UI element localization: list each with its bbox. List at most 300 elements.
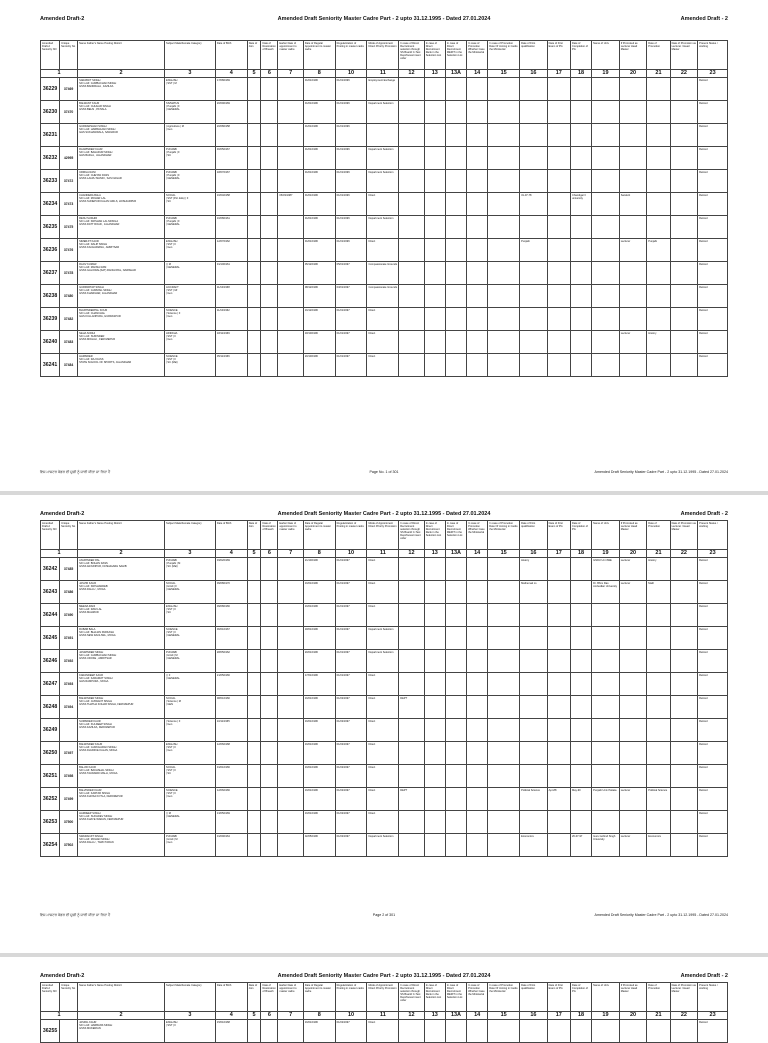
- table-cell: [278, 719, 303, 742]
- cell-subject: PUNJABI: [166, 558, 177, 562]
- table-cell: [165, 239, 216, 262]
- cell-mode: Direct: [368, 331, 376, 335]
- column-header: Unique Seniority No: [60, 521, 78, 550]
- cell-q2: Apr-88: [548, 788, 557, 792]
- cell-cat: | SST | F: [166, 1023, 177, 1027]
- cell-status: Retired: [699, 170, 708, 174]
- table-row: [41, 765, 728, 788]
- table-cell: [78, 1020, 165, 1043]
- cell-father: S/O s-Mr. HARBHAJAN SINGH: [79, 127, 116, 131]
- table-cell: [78, 124, 165, 147]
- table-cell: [488, 719, 520, 742]
- cell-dob: 01/01/1966: [216, 765, 230, 769]
- table-cell: [41, 604, 60, 627]
- cell-dra: 01/01/1996: [304, 101, 318, 105]
- table-cell: [247, 604, 261, 627]
- table-cell: [488, 604, 520, 627]
- table-cell: [619, 627, 647, 650]
- table-cell: [215, 285, 247, 308]
- table-cell: [215, 788, 247, 811]
- cell-dob: 16/08/1961: [216, 216, 230, 220]
- table-cell: [547, 650, 570, 673]
- table-cell: [303, 811, 335, 834]
- table-cell: [261, 331, 278, 354]
- cell-posting: GSSS LALRU MANDI , SAS NAGAR: [79, 176, 122, 180]
- cell-sn: 37497: [63, 750, 74, 755]
- table-cell: [215, 627, 247, 650]
- cell-sn: 42995: [63, 155, 74, 160]
- table-cell: [60, 696, 78, 719]
- table-cell: [670, 170, 698, 193]
- table-cell: [60, 604, 78, 627]
- table-cell: [78, 765, 165, 788]
- cell-cat: | SST | F: [166, 242, 177, 246]
- table-cell: [78, 216, 165, 239]
- table-cell: [303, 216, 335, 239]
- column-header: Date of Restoration of Breach: [261, 521, 278, 550]
- cell-cat2: | SC: [166, 199, 172, 203]
- column-number: 19: [592, 550, 620, 558]
- cell-name: HARDEEP SINGH: [79, 811, 101, 815]
- table-cell: [215, 719, 247, 742]
- table-cell: [488, 170, 520, 193]
- cell-mode: Department Selection: [368, 101, 394, 105]
- cell-name: SWARANJIT SINGH: [79, 834, 103, 838]
- table-cell: [247, 834, 261, 857]
- table-cell: [520, 834, 548, 857]
- table-cell: [335, 558, 367, 581]
- cell-cat: | SST | M: [166, 81, 177, 85]
- table-cell: [78, 673, 165, 696]
- table-cell: [619, 331, 647, 354]
- header-right: Amended Draft - 2: [680, 973, 728, 979]
- table-cell: [570, 811, 591, 834]
- cell-sn: 37485: [63, 566, 74, 571]
- table-cell: [445, 285, 466, 308]
- table-cell: [547, 719, 570, 742]
- cell-cat2: | GENERAL: [166, 656, 180, 660]
- table-cell: [424, 78, 445, 101]
- table-cell: [278, 331, 303, 354]
- table-cell: [261, 193, 278, 216]
- column-header: Date of Regular Appointment to master cadre: [303, 521, 335, 550]
- cell-cat: | SST | F: [166, 791, 177, 795]
- cell-subject: SOCIAL: [166, 696, 176, 700]
- column-header: Earlier Date of appointment to master cadre: [278, 521, 303, 550]
- table-cell: [399, 834, 424, 857]
- table-cell: [467, 834, 488, 857]
- table-cell: [592, 331, 620, 354]
- table-cell: [261, 78, 278, 101]
- table-cell: [467, 1020, 488, 1043]
- cell-name: RAJIV KUMAR: [79, 262, 97, 266]
- table-cell: [467, 627, 488, 650]
- cell-sr: 36231: [42, 131, 58, 138]
- table-cell: [445, 604, 466, 627]
- cell-sr: 36236: [42, 246, 58, 253]
- table-cell: [165, 331, 216, 354]
- table-cell: [303, 558, 335, 581]
- cell-father: S/O s-Mr. JASWANT SINGH: [79, 699, 112, 703]
- table-row: [41, 216, 728, 239]
- column-number: 13: [424, 550, 445, 558]
- table-cell: [78, 101, 165, 124]
- page-header: [40, 14, 728, 24]
- cell-pg: Chandigar h university: [571, 193, 587, 200]
- header-center: Amended Draft Seniority Master Cadre Part - 2 upto 31.12.1995 - Dated 27.01.2024: [277, 16, 491, 22]
- page-header: [40, 971, 728, 981]
- table-cell: [488, 765, 520, 788]
- column-header: Date of Restoration of Breach: [261, 41, 278, 70]
- table-cell: [261, 101, 278, 124]
- cell-dra: 02/05/1996: [304, 834, 318, 838]
- cell-dra: 18/10/1996: [304, 331, 318, 335]
- cell-subject: SCIENCE: [166, 308, 178, 312]
- table-cell: [278, 696, 303, 719]
- table-cell: [60, 811, 78, 834]
- cell-dob: 09/08/1966: [216, 604, 230, 608]
- table-cell: [60, 78, 78, 101]
- table-cell: [570, 834, 591, 857]
- cell-lect2: Punjabi: [648, 239, 657, 243]
- cell-q: Economics: [521, 834, 534, 838]
- column-number: 22: [670, 1012, 698, 1020]
- table-cell: [215, 696, 247, 719]
- table-cell: [698, 627, 728, 650]
- column-header: If Promoted as Lecturer Head Master: [619, 41, 647, 70]
- table-cell: [261, 124, 278, 147]
- table-cell: [367, 170, 399, 193]
- table-cell: [41, 788, 60, 811]
- cell-cat: | GENERAL: [166, 676, 180, 680]
- column-header: Date of Birth: [215, 41, 247, 70]
- table-cell: [467, 216, 488, 239]
- table-cell: [215, 262, 247, 285]
- table-cell: [215, 354, 247, 377]
- column-number: 15: [488, 1012, 520, 1020]
- cell-cat: | Gen: [166, 722, 173, 726]
- cell-mode: Direct: [368, 308, 376, 312]
- table-cell: [467, 788, 488, 811]
- table-cell: [547, 673, 570, 696]
- cell-mode2: DEPT: [400, 696, 408, 700]
- cell-cat: | SST (Pol. Edu) | F: [166, 196, 189, 200]
- cell-father: S/O s-Mr. KRISHANDEB: [79, 584, 108, 588]
- cell-posting: GSSS THATHA KOHAR SINGH, FEROZEPUR: [79, 702, 134, 706]
- table-cell: [165, 650, 216, 673]
- column-number: 2: [78, 1012, 165, 1020]
- column-header: Name Father's Name Posting District: [78, 521, 165, 550]
- page-footer: [40, 913, 728, 917]
- column-header: In case of Direct Recruitment selection through SS Board/ C-Test Dept/Government order: [399, 983, 424, 1012]
- table-cell: [619, 696, 647, 719]
- cell-posting: GSSS DHUDIKE KALAN, MOGA: [79, 748, 118, 752]
- table-cell: [367, 101, 399, 124]
- table-cell: [165, 308, 216, 331]
- cell-mode: Direct: [368, 193, 376, 197]
- cell-mode: Direct: [368, 354, 376, 358]
- table-cell: [247, 124, 261, 147]
- cell-lect: Lecturer: [620, 239, 631, 243]
- table-cell: [60, 193, 78, 216]
- cell-sn: 37482: [63, 316, 74, 321]
- table-cell: [424, 719, 445, 742]
- table-cell: [592, 834, 620, 857]
- table-cell: [60, 788, 78, 811]
- table-cell: [670, 193, 698, 216]
- cell-posting: GHS KULLANPURA, GURDASPUR: [79, 314, 121, 318]
- header-left: Amended Draft-2: [40, 973, 85, 979]
- cell-sn: 37484: [63, 362, 74, 367]
- table-cell: [303, 170, 335, 193]
- table-cell: [647, 78, 670, 101]
- table-cell: [367, 673, 399, 696]
- column-number: 16: [520, 550, 548, 558]
- column-header: Date of Regular Appointment to master cadre: [303, 41, 335, 70]
- cell-q: History: [521, 558, 530, 562]
- table-cell: [570, 101, 591, 124]
- table-cell: [261, 627, 278, 650]
- cell-status: Retired: [699, 742, 708, 746]
- table-row: [41, 719, 728, 742]
- cell-father: S/O s-Mr. KARAMJIT SINGH: [79, 676, 113, 680]
- table-cell: [424, 834, 445, 857]
- table-cell: [261, 354, 278, 377]
- cell-name: RUBAB BALA: [79, 627, 96, 631]
- column-header: In case of Promotion Date Of Joining in Cadre the Ministerial: [488, 41, 520, 70]
- table-cell: [570, 147, 591, 170]
- table-cell: [570, 719, 591, 742]
- table-cell: [445, 834, 466, 857]
- table-cell: [60, 308, 78, 331]
- cell-father: S/O s-Mr. BHAJAN PARKASH: [79, 630, 114, 634]
- column-header: In case of Direct Recruitment selection through SS Board/ C-Test Dept/Government order: [399, 521, 424, 550]
- cell-father: S/O s-Mr. MOHAN SINGH: [79, 837, 110, 841]
- cell-cat2: | SC (Mal): [166, 564, 178, 568]
- table-cell: [445, 765, 466, 788]
- table-cell: [247, 627, 261, 650]
- table-cell: [215, 170, 247, 193]
- cell-posting: STATE SCHOOL OF SPORTS, JALANDHAR: [79, 360, 132, 364]
- table-cell: [367, 811, 399, 834]
- cell-cat2: | SC: [166, 771, 172, 775]
- table-cell: [261, 558, 278, 581]
- column-number: 7: [278, 550, 303, 558]
- table-cell: [547, 170, 570, 193]
- table-cell: [520, 124, 548, 147]
- cell-cat: | GENERAL: [166, 265, 180, 269]
- cell-father: S/O s-Mr. KRISHAN LAL MONGA: [79, 219, 119, 223]
- table-cell: [60, 354, 78, 377]
- table-cell: [335, 170, 367, 193]
- column-header: Name of Univ: [592, 41, 620, 70]
- table-cell: [647, 331, 670, 354]
- column-number: 7: [278, 70, 303, 78]
- table-cell: [247, 742, 261, 765]
- table-cell: [41, 239, 60, 262]
- table-cell: [247, 78, 261, 101]
- cell-name: SIMERJIT KAUR: [79, 239, 99, 243]
- table-row: [41, 331, 728, 354]
- cell-post: 01/01/1997: [336, 673, 350, 677]
- cell-cat2: | Gen: [166, 314, 173, 318]
- cell-subject: | | M: [166, 811, 171, 815]
- cell-dob: 21/05/1966: [216, 673, 230, 677]
- column-number: 23: [698, 1012, 728, 1020]
- table-cell: [367, 1020, 399, 1043]
- column-number: 13: [424, 70, 445, 78]
- table-row: [41, 262, 728, 285]
- table-cell: [520, 239, 548, 262]
- table-cell: [165, 696, 216, 719]
- table-cell: [670, 285, 698, 308]
- cell-posting: GHS RAMPURA , MOGA: [79, 679, 109, 683]
- table-cell: [570, 308, 591, 331]
- cell-post: 01/01/1997: [336, 354, 350, 358]
- table-cell: [570, 78, 591, 101]
- table-cell: [647, 193, 670, 216]
- table-cell: [278, 239, 303, 262]
- table-cell: [698, 558, 728, 581]
- table-cell: [619, 604, 647, 627]
- cell-dra: 16/01/1996: [304, 811, 318, 815]
- cell-sn: 37476: [63, 247, 74, 252]
- table-cell: [215, 308, 247, 331]
- table-cell: [78, 308, 165, 331]
- column-number: 13A: [445, 70, 466, 78]
- cell-sr: 36244: [42, 611, 58, 618]
- table-cell: [41, 650, 60, 673]
- cell-name: URMILA RANI: [79, 170, 96, 174]
- table-cell: [647, 719, 670, 742]
- cell-post: 01/01/1996: [336, 78, 350, 82]
- table-cell: [215, 216, 247, 239]
- table-cell: [520, 170, 548, 193]
- table-cell: [547, 788, 570, 811]
- table-cell: [698, 834, 728, 857]
- column-header: In case of Direct Recruitment selection through SS Board/ C-Test Dept/Government order: [399, 41, 424, 70]
- cell-dra: 05/12/1996: [304, 262, 318, 266]
- table-cell: [520, 216, 548, 239]
- table-cell: [367, 354, 399, 377]
- table-cell: [335, 78, 367, 101]
- cell-cat2: | Gen: [166, 794, 173, 798]
- table-cell: [165, 558, 216, 581]
- table-cell: [335, 742, 367, 765]
- table-cell: [592, 124, 620, 147]
- cell-subject: PUNJABI: [166, 170, 177, 174]
- table-cell: [78, 331, 165, 354]
- table-cell: [619, 650, 647, 673]
- column-header: Subject Male/Female Category: [165, 521, 216, 550]
- table-cell: [670, 216, 698, 239]
- table-cell: [547, 262, 570, 285]
- table-cell: [60, 581, 78, 604]
- table-cell: [592, 285, 620, 308]
- table-cell: [547, 1020, 570, 1043]
- table-cell: [367, 834, 399, 857]
- cell-lect: Lecturer: [620, 834, 631, 838]
- table-cell: [335, 354, 367, 377]
- table-cell: [335, 650, 367, 673]
- column-number: 20: [619, 70, 647, 78]
- table-cell: [41, 719, 60, 742]
- table-cell: [520, 650, 548, 673]
- table-cell: [399, 285, 424, 308]
- cell-name: JASPAL KAUR: [79, 1020, 97, 1024]
- column-number: 12: [399, 1012, 424, 1020]
- column-header: If Promoted as Lecturer Head Master: [619, 983, 647, 1012]
- table-cell: [424, 285, 445, 308]
- cell-sn: 37472: [63, 178, 74, 183]
- cell-dob: 01/10/1961: [216, 262, 230, 266]
- footer-right: Amended Draft Seniority Master Cadre Part - 2 upto 31.12.1995 - Dated 27.01.2024: [594, 913, 728, 917]
- table-cell: [399, 147, 424, 170]
- cell-posting: GSSS FAZILKA, FEROZEPUR: [79, 725, 115, 729]
- cell-mode: Direct: [368, 788, 376, 792]
- table-cell: [445, 216, 466, 239]
- table-cell: [165, 354, 216, 377]
- table-cell: [520, 604, 548, 627]
- cell-subject: SCIENCE: [166, 788, 178, 792]
- table-cell: [367, 285, 399, 308]
- table-cell: [619, 673, 647, 696]
- column-header: Name of Univ: [592, 983, 620, 1012]
- table-cell: [445, 308, 466, 331]
- table-cell: [41, 696, 60, 719]
- cell-subject: ENGLISH: [166, 604, 178, 608]
- cell-dob: 20/09/1969: [216, 101, 230, 105]
- cell-dra: 01/01/1996: [304, 78, 318, 82]
- footer-left: ਇਸ ਮਾਸਟਰ ਕੇਡਰ ਦੀ ਸੂਚੀ ਨੂੰ ਜਾਰੀ ਕੀਤਾ ਜਾ ਰਿਹਾ ਹੈ: [40, 470, 111, 474]
- cell-cat: | Hindi | F: [166, 584, 178, 588]
- table-cell: [424, 673, 445, 696]
- table-cell: [165, 1020, 216, 1043]
- cell-posting: GSSS KHARIHAR, JALANDHAR: [79, 291, 118, 295]
- table-cell: [619, 581, 647, 604]
- table-cell: [570, 193, 591, 216]
- cell-post: 01/01/1997: [336, 604, 350, 608]
- cell-sr: 36250: [42, 749, 58, 756]
- column-header: Name Father's Name Posting District: [78, 983, 165, 1012]
- table-cell: [647, 101, 670, 124]
- cell-name: BALVINDER KAUR: [79, 788, 102, 792]
- table-cell: [278, 627, 303, 650]
- table-cell: [247, 101, 261, 124]
- table-cell: [278, 147, 303, 170]
- table-cell: [698, 147, 728, 170]
- table-cell: [335, 124, 367, 147]
- column-number: 11: [367, 70, 399, 78]
- seniority-table: [40, 40, 728, 377]
- table-cell: [619, 1020, 647, 1043]
- column-number-row: [41, 70, 728, 78]
- cell-dob: 09/08/1970: [216, 581, 230, 585]
- table-cell: [445, 742, 466, 765]
- cell-status: Retired: [699, 308, 708, 312]
- cell-lect2: History: [648, 331, 657, 335]
- table-cell: [165, 719, 216, 742]
- table-cell: [215, 101, 247, 124]
- cell-post: 03/01/1997: [336, 285, 350, 289]
- table-row: [41, 147, 728, 170]
- table-cell: [570, 650, 591, 673]
- cell-status: Retired: [699, 719, 708, 723]
- cell-sr: 36230: [42, 108, 58, 115]
- cell-dra: 16/01/1996: [304, 788, 318, 792]
- table-row: [41, 742, 728, 765]
- table-cell: [547, 147, 570, 170]
